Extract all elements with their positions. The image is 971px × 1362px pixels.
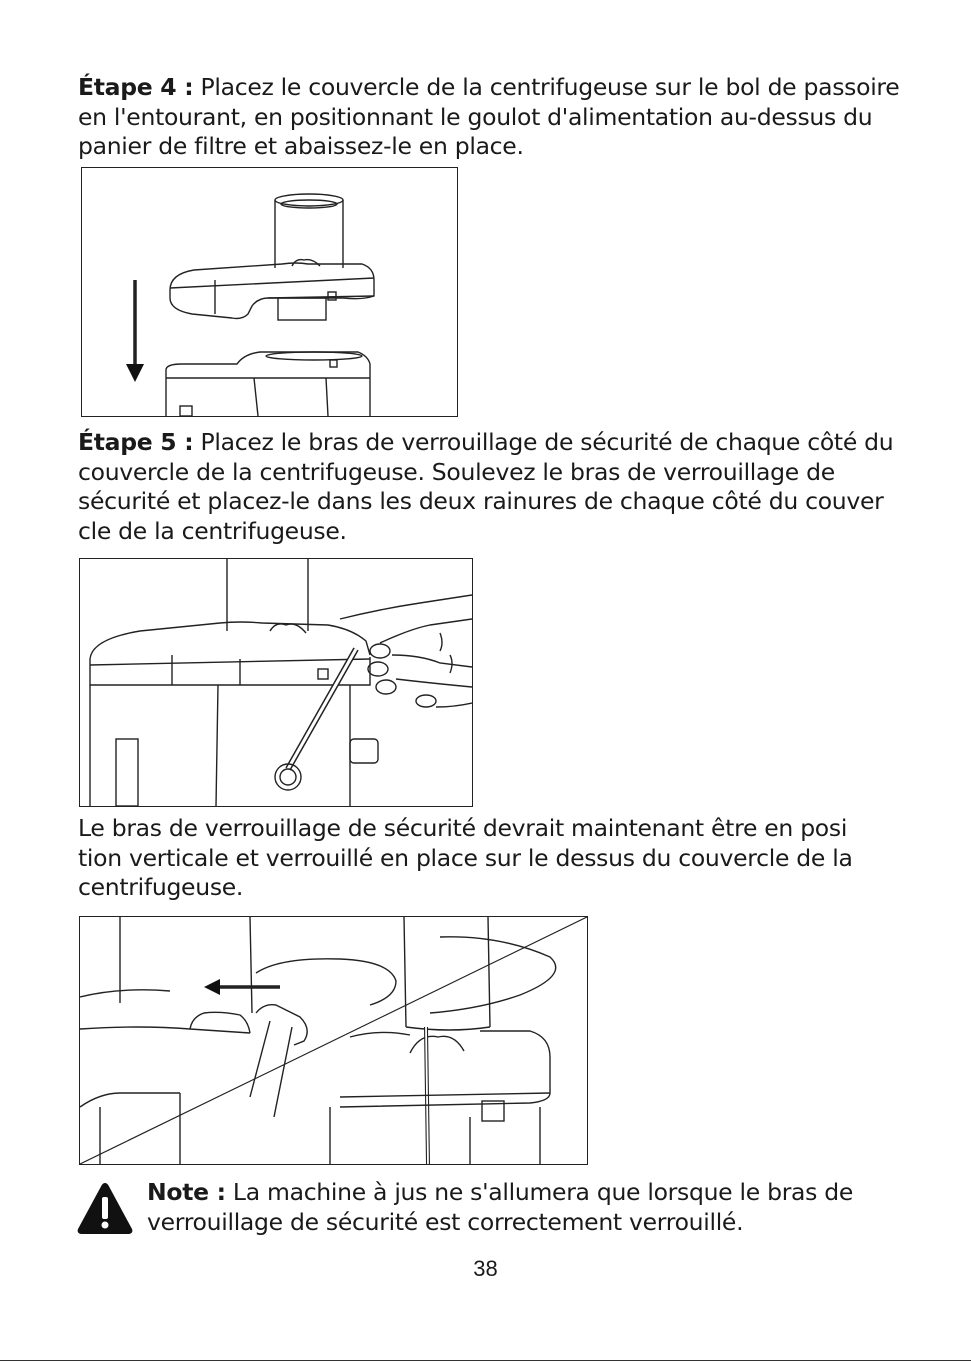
- figure-lid-lowering: [81, 167, 458, 417]
- warning-triangle-icon: [76, 1181, 134, 1237]
- followup-line-1: Le bras de verrouillage de sécurité devrait maintenant être en posi: [78, 814, 848, 842]
- down-arrow-head: [126, 364, 144, 382]
- note-label: Note :: [147, 1178, 226, 1206]
- note-text: [147, 1178, 907, 1237]
- followup-paragraph: [78, 814, 878, 903]
- page-number: 38: [473, 1256, 498, 1281]
- figure-locked-arm: [79, 916, 588, 1165]
- note-callout: [76, 1178, 896, 1240]
- step4-line-2: en l'entourant, en positionnant le goulot d'alimentation au-dessus du: [78, 102, 873, 131]
- bottom-rule: [0, 1360, 971, 1361]
- step4-label: Étape 4 :: [78, 73, 194, 101]
- note-line-1: Note : La machine à jus ne s'allumera que lorsque le bras de: [147, 1178, 854, 1206]
- followup-line-2: tion verticale et verrouillé en place sur le dessus du couvercle de la: [78, 843, 853, 872]
- step5-line-1: Étape 5 : Placez le bras de verrouillage de sécurité de chaque côté du: [78, 428, 894, 456]
- left-arrow-head: [204, 979, 220, 995]
- step5-line-2: couvercle de la centrifugeuse. Soulevez le bras de verrouillage de: [78, 457, 835, 486]
- step5-line-3: sécurité et placez-le dans les deux rainures de chaque côté du couver: [78, 487, 884, 515]
- step4-paragraph: [78, 73, 900, 162]
- note-line-2: verrouillage de sécurité est correctement verrouillé.: [147, 1207, 744, 1236]
- figure-locking-arm-placement: [79, 558, 473, 807]
- step5-label: Étape 5 :: [78, 428, 194, 456]
- followup-line-3: centrifugeuse.: [78, 873, 244, 901]
- step4-line-3: panier de filtre et abaissez-le en place.: [78, 132, 524, 160]
- step5-line-4: cle de la centrifugeuse.: [78, 516, 347, 545]
- step5-paragraph: [78, 428, 894, 546]
- step4-line-1: Étape 4 : Placez le couvercle de la centrifugeuse sur le bol de passoire: [78, 73, 900, 101]
